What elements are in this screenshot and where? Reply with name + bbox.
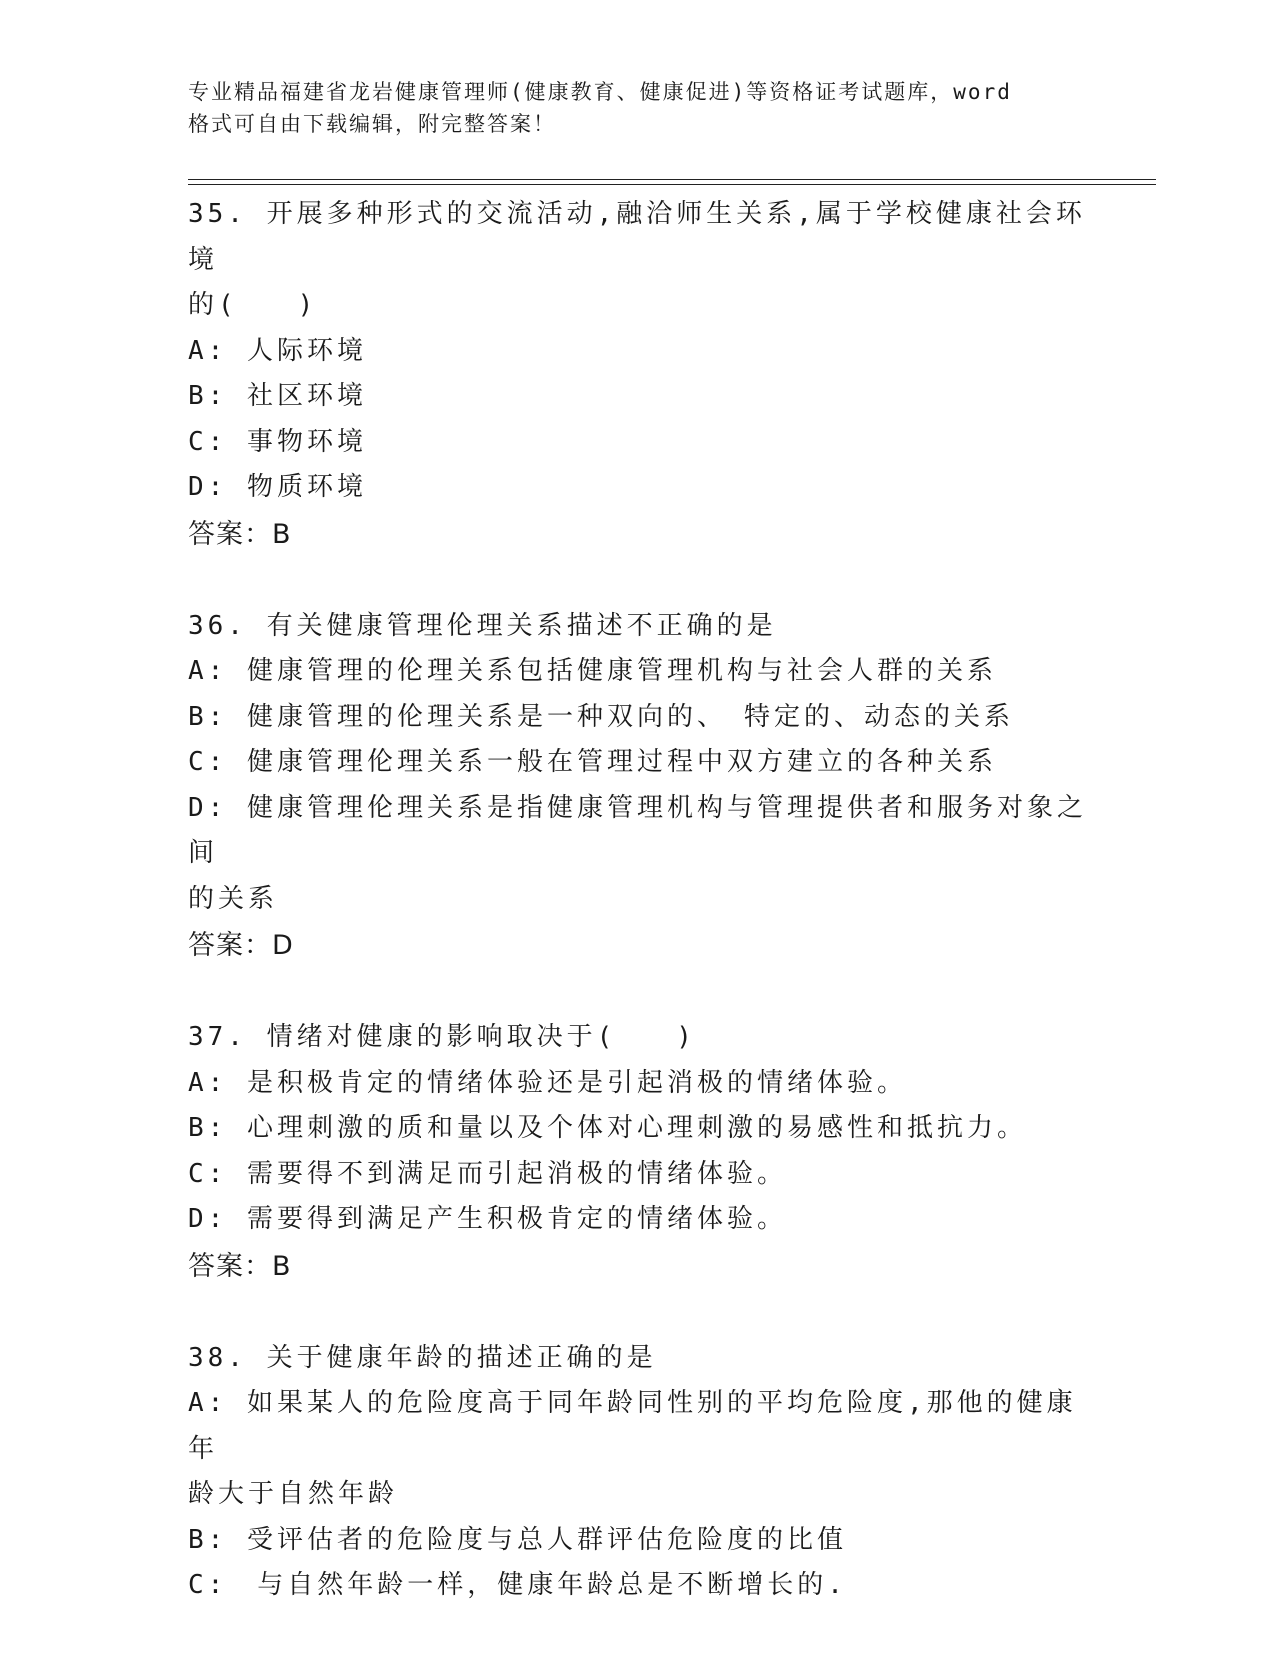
option-b: B: 健康管理的伦理关系是一种双向的、 特定的、动态的关系: [188, 701, 1014, 732]
option-a: A: 如果某人的危险度高于同年龄同性别的平均危险度,那他的健康年: [188, 1388, 1077, 1464]
question-list: [188, 192, 1088, 1655]
option-d-continued: 的关系: [188, 883, 279, 914]
option-b: B: 受评估者的危险度与总人群评估危险度的比值: [188, 1524, 847, 1555]
answer-label: 答案：B: [188, 1250, 292, 1282]
option-b: B: 心理刺激的质和量以及个体对心理刺激的易感性和抵抗力。: [188, 1113, 1027, 1143]
question-stem: 35. 开展多种形式的交流活动,融洽师生关系,属于学校健康社会环境: [188, 199, 1086, 275]
option-c: C: 健康管理伦理关系一般在管理过程中双方建立的各种关系: [188, 747, 997, 777]
option-a: A: 人际环境: [188, 335, 367, 366]
question-stem: 37. 情绪对健康的影响取决于( ): [188, 1022, 696, 1052]
header-divider-top: [188, 179, 1156, 180]
question-37: [188, 1015, 1088, 1290]
header-line-1: 专业精品福建省龙岩健康管理师(健康教育、健康促进)等资格证考试题库，word: [188, 80, 1012, 104]
option-c: C: 与自然年龄一样，健康年龄总是不断增长的.: [188, 1570, 847, 1600]
question-stem: 38. 关于健康年龄的描述正确的是: [188, 1342, 657, 1373]
answer-label: 答案：B: [188, 518, 292, 550]
question-35: [188, 192, 1088, 558]
document-header: [188, 76, 1088, 140]
option-b: B: 社区环境: [188, 381, 367, 411]
option-d: D: 物质环境: [188, 472, 367, 502]
option-a-continued: 龄大于自然年龄: [188, 1479, 399, 1509]
option-a: A: 是积极肯定的情绪体验还是引起消极的情绪体验。: [188, 1067, 907, 1098]
option-d: D: 需要得到满足产生积极肯定的情绪体验。: [188, 1204, 787, 1234]
question-stem-continued: 的( ): [188, 290, 318, 320]
option-d: D: 健康管理伦理关系是指健康管理机构与管理提供者和服务对象之间: [188, 792, 1087, 868]
question-38: [188, 1336, 1088, 1609]
answer-label: 答案：D: [188, 930, 294, 961]
header-divider-bottom: [188, 184, 1156, 185]
question-stem: 36. 有关健康管理伦理关系描述不正确的是: [188, 610, 777, 641]
option-a: A: 健康管理的伦理关系包括健康管理机构与社会人群的关系: [188, 656, 997, 686]
option-c: C: 事物环境: [188, 426, 367, 457]
header-line-2: 格式可自由下载编辑，附完整答案！: [188, 112, 556, 136]
question-36: [188, 604, 1088, 970]
option-c: C: 需要得不到满足而引起消极的情绪体验。: [188, 1158, 787, 1189]
